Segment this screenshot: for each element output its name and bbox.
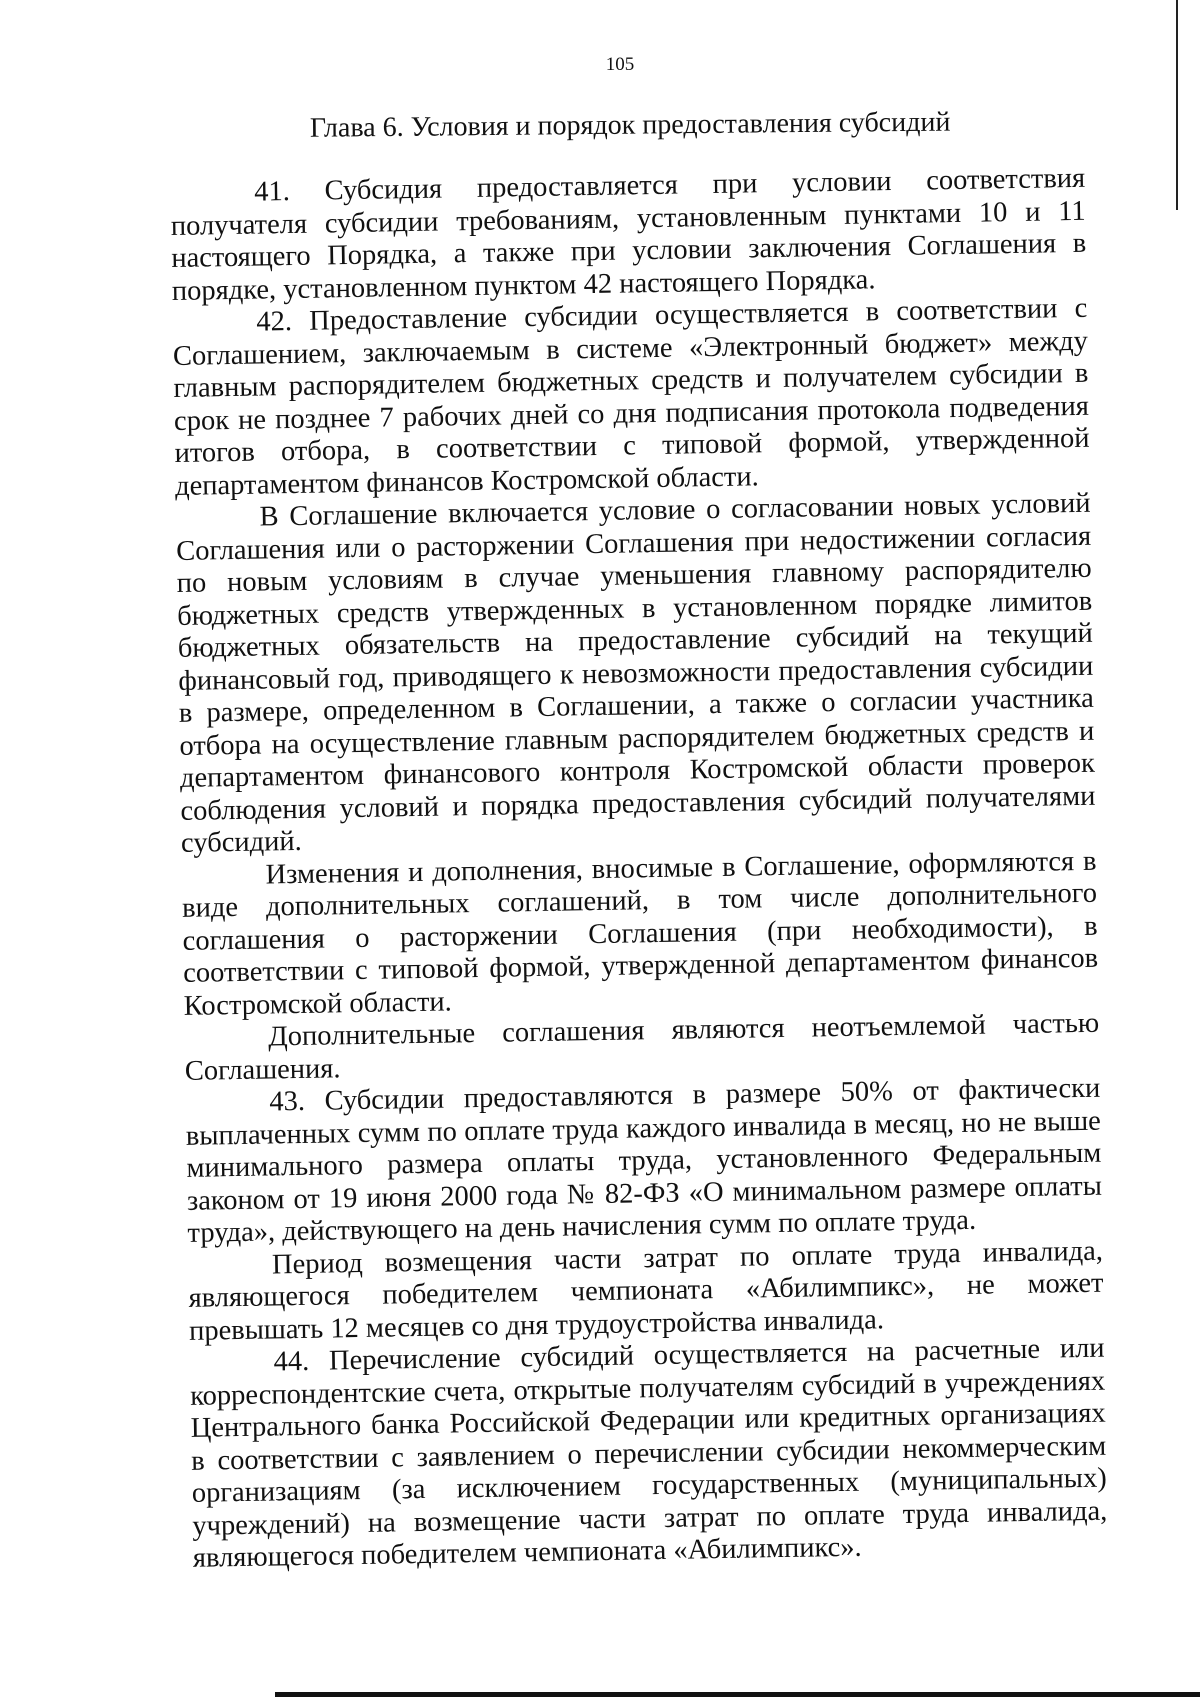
document-body <box>170 163 1108 1575</box>
chapter-title: Глава 6. Условия и порядок предоставления субсидий <box>309 106 951 144</box>
paragraph-reimbursement-period: Период возмещения части затрат по оплате труда инвалида, являющегося победителем чемпионата «Абилимпикс», не может превышать 12 месяцев со дня трудоустройства инвалида. <box>188 1235 1104 1347</box>
paragraph-agreement-conditions: В Соглашение включается условие о согласовании новых условий Соглашения или о расторжении Соглашения при недостижении согласия по новым условиям в случае уменьшения главному распорядителю бюджетных средств утвержденных в установленном порядке лимитов бюджетных обязательств на предоставление субсидий на текущий финансовый год, приводящего к невозможности предоставления субсидии в размере, определенном в Соглашении, а также о согласии участника отбора на осуществление главным распорядителем бюджетных средств и департаментом финансового контроля Костромской области проверок соблюдения условий и порядка предоставления субсидий получателями субсидий. <box>175 487 1096 859</box>
paragraph-43: 43. Субсидии предоставляются в размере 50% от фактически выплаченных сумм по оплате труда каждого инвалида в месяц, но не выше минимального размера оплаты труда, установленного Федеральным законом от 19 июня 2000 года № 82-ФЗ «О минимальном размере оплаты труда», действующего на день начисления сумм по оплате труда. <box>185 1072 1103 1249</box>
paragraph-41: 41. Субсидия предоставляется при условии соответствия получателя субсидии требованиям, установленным пунктами 10 и 11 настоящего Порядка, а также при условии заключения Соглашения в порядке, установленном пунктом 42 настоящего Порядка. <box>170 162 1087 307</box>
paragraph-42: 42. Предоставление субсидии осуществляется в соответствии с Соглашением, заключаемым в системе «Электронный бюджет» между главным распорядителем бюджетных средств и получателем субсидии в срок не позднее 7 рабочих дней со дня подписания протокола подведения итогов отбора, в соответствии с типовой формой, утвержденной департаментом финансов Костромской области. <box>172 292 1090 502</box>
paragraph-additional-agreements: Дополнительные соглашения являются неотъемлемой частью Соглашения. <box>184 1007 1100 1087</box>
scan-edge-line <box>1176 0 1178 210</box>
paragraph-agreement-changes: Изменения и дополнения, вносимые в Соглашение, оформляются в виде дополнительных соглашений, в том числе дополнительного соглашения о расторжении Соглашения (при необходимости), в соответствии с типовой формой, утвержденной департаментом финансов Костромской области. <box>181 845 1099 1022</box>
paragraph-44: 44. Перечисление субсидий осуществляется на расчетные или корреспондентские счета, открытые получателям субсидий в учреждениях Центрального банка Российской Федерации или кредитных организациях в соответствии с заявлением о перечислении субсидии некоммерческим организациям (за исключением государственных (муниципальных) учреждений) на возмещение части затрат по оплате труда инвалида, являющегося победителем чемпионата «Абилимпикс». <box>189 1332 1108 1574</box>
scan-bottom-line <box>275 1692 1200 1697</box>
page-number: 105 <box>605 54 635 75</box>
